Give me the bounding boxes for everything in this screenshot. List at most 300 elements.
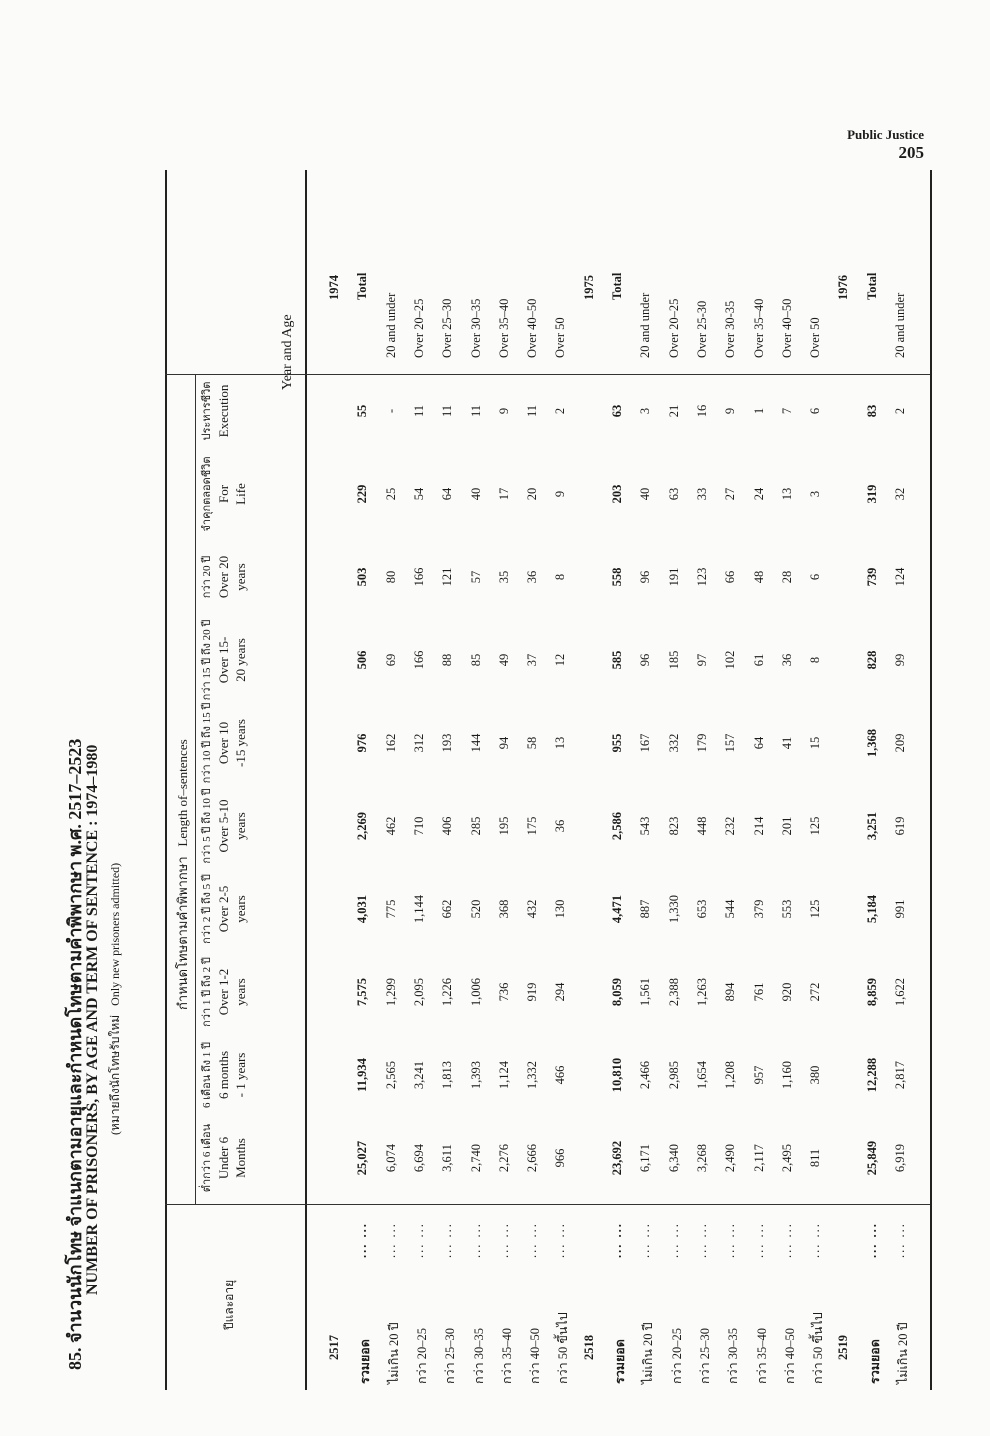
table-cell: 35 — [496, 570, 511, 584]
table-cell: 214 — [751, 816, 766, 836]
top-rule — [165, 170, 167, 1390]
table-cell: 185 — [666, 650, 681, 670]
leader-dots: ... ... — [751, 1222, 766, 1258]
table-cell: 11 — [525, 404, 540, 418]
table-cell: 272 — [808, 982, 823, 1002]
column-header — [200, 948, 250, 1036]
row-label-thai: กว่า 35–40 — [754, 1328, 769, 1384]
column-header-th: กว่า 5 ปี ถึง 10 ปี — [201, 788, 213, 864]
row-label-english: Total — [864, 272, 879, 300]
table-cell: 2,388 — [666, 977, 681, 1007]
table-row — [690, 170, 715, 1390]
table-cell: 166 — [411, 567, 426, 587]
table-cell: 2 — [553, 407, 568, 415]
page-number: 205 — [898, 142, 924, 162]
table-cell: 9 — [723, 407, 738, 415]
table-cell: 99 — [893, 653, 907, 667]
row-label-thai: รวมยอด — [867, 1339, 882, 1384]
table-cell: 6,171 — [638, 1143, 653, 1173]
table-cell: 823 — [666, 816, 681, 836]
table-cell: 162 — [383, 733, 398, 753]
table-cell: 66 — [723, 570, 738, 584]
table-cell: 1,330 — [666, 894, 681, 924]
table-cell: 11 — [468, 404, 483, 418]
leader-dots: ... ... — [779, 1222, 794, 1258]
table-cell: 191 — [666, 567, 681, 587]
total-row — [350, 170, 375, 1390]
table-cell: 10,810 — [610, 1057, 624, 1093]
table-cell: 69 — [383, 653, 398, 667]
table-row — [520, 170, 545, 1390]
table-cell: 6,919 — [893, 1143, 907, 1173]
table-cell: 96 — [638, 570, 653, 584]
table-cell: 201 — [779, 816, 794, 836]
row-label-english: Over 50 — [553, 317, 568, 358]
table-cell: 1,813 — [440, 1060, 455, 1090]
table-cell: 2,985 — [666, 1060, 681, 1090]
table-cell: 28 — [779, 570, 794, 584]
column-header-en2: -15 years — [233, 719, 249, 768]
table-cell: 8,859 — [864, 977, 879, 1007]
column-header-en2: years — [233, 563, 249, 591]
table-cell: 3,611 — [440, 1144, 455, 1172]
table-cell: 229 — [355, 484, 370, 504]
table-subtitle — [106, 863, 125, 1135]
table-cell: 94 — [496, 736, 511, 750]
row-label-thai: กว่า 30–35 — [726, 1328, 741, 1384]
table-cell: 58 — [525, 736, 540, 750]
table-cell: 2,495 — [779, 1143, 794, 1173]
table-cell: 4,031 — [355, 894, 370, 924]
table-cell: 23,692 — [610, 1140, 624, 1176]
table-cell: 21 — [666, 404, 681, 418]
table-cell: 2,117 — [751, 1144, 766, 1172]
row-header-thai: ปีและอายุ — [222, 1279, 236, 1330]
table-cell: 40 — [468, 487, 483, 501]
table-cell: 9 — [496, 407, 511, 415]
table-cell: 125 — [808, 899, 823, 919]
leader-dots: ... ... — [440, 1222, 455, 1258]
table-row — [464, 170, 489, 1390]
leader-dots: ... ... — [723, 1222, 738, 1258]
column-header-en2: years — [233, 812, 249, 840]
table-cell: 33 — [694, 487, 709, 501]
table-cell: 955 — [610, 733, 624, 753]
table-row — [888, 170, 913, 1390]
table-cell: 6,694 — [411, 1143, 426, 1173]
row-label-thai: กว่า 30–35 — [471, 1328, 486, 1384]
table-cell: 2,817 — [893, 1060, 907, 1090]
table-cell: 209 — [893, 733, 907, 753]
table-cell: 1,654 — [694, 1060, 709, 1090]
group-header-rule — [195, 375, 196, 1205]
table-cell: 3 — [808, 490, 823, 498]
leader-dots: ... ... — [553, 1222, 568, 1258]
table-cell: 1,263 — [694, 977, 709, 1007]
row-label-thai: กว่า 25–30 — [697, 1328, 712, 1384]
row-label-thai: กว่า 50 ขึ้นไป — [811, 1312, 826, 1384]
table-cell: 553 — [779, 899, 794, 919]
column-header — [200, 782, 250, 870]
table-cell: 462 — [383, 816, 398, 836]
table-cell: 17 — [496, 487, 511, 501]
table-cell: 13 — [779, 487, 794, 501]
table-cell: 83 — [864, 404, 879, 418]
table-cell: 828 — [864, 650, 879, 670]
table-cell: 432 — [525, 899, 540, 919]
column-header-en1: Over 2-5 — [215, 885, 231, 933]
row-label-thai: ไม่เกิน 20 ปี — [641, 1322, 656, 1384]
table-cell: 3 — [638, 407, 653, 415]
table-cell: 41 — [779, 736, 794, 750]
table-cell: 1,208 — [723, 1060, 738, 1090]
table-cell: 957 — [751, 1065, 766, 1085]
column-header — [200, 1114, 250, 1202]
table-cell: 64 — [440, 487, 455, 501]
row-label-english: Over 25–30 — [440, 298, 455, 358]
column-header-en1: Over 15- — [215, 636, 231, 684]
leader-dots: ... ... — [468, 1222, 483, 1258]
table-cell: 1 — [751, 407, 766, 415]
table-cell: 1,226 — [440, 977, 455, 1007]
group-header-thai: กำหนดโทษตามคำพิพากษา — [175, 856, 190, 1010]
table-cell: 894 — [723, 982, 738, 1002]
row-label-thai: กว่า 35–40 — [499, 1328, 514, 1384]
table-cell: 12,288 — [864, 1057, 879, 1093]
table-cell: 20 — [525, 487, 540, 501]
table-cell: 1,006 — [468, 977, 483, 1007]
table-cell: 3,241 — [411, 1060, 426, 1090]
column-header-en2: years — [233, 978, 249, 1006]
row-label-thai: กว่า 25–30 — [443, 1328, 458, 1384]
table-cell: 80 — [383, 570, 398, 584]
row-label-english: Over 40–50 — [525, 298, 540, 358]
table-cell: 710 — [411, 816, 426, 836]
table-cell: 966 — [553, 1148, 568, 1168]
year-row — [831, 170, 856, 1390]
table-cell: 506 — [355, 650, 370, 670]
table-cell: 144 — [468, 733, 483, 753]
table-cell: 619 — [893, 816, 907, 836]
row-label-english: Over 40–50 — [779, 298, 794, 358]
row-label-english: Over 35–40 — [496, 298, 511, 358]
table-cell: 11 — [440, 404, 455, 418]
table-cell: 7,575 — [355, 977, 370, 1007]
table-cell: 543 — [638, 816, 653, 836]
table-cell: 4,471 — [610, 894, 624, 924]
row-label-english: 1975 — [581, 275, 596, 300]
table-cell: 368 — [496, 899, 511, 919]
row-label-english: 20 and under — [638, 292, 653, 358]
column-header-en2: years — [233, 895, 249, 923]
table-cell: 3,268 — [694, 1143, 709, 1173]
table-cell: 2,095 — [411, 977, 426, 1007]
table-cell: 503 — [355, 567, 370, 587]
table-cell: 63 — [666, 487, 681, 501]
table-cell: 1,622 — [893, 977, 907, 1007]
row-label-thai: 2519 — [836, 1335, 851, 1360]
table-cell: 7 — [779, 407, 794, 415]
table-cell: 37 — [525, 653, 540, 667]
leader-dots: ... ... — [411, 1222, 426, 1258]
table-cell: 332 — [666, 733, 681, 753]
table-cell: 88 — [440, 653, 455, 667]
table-cell: 312 — [411, 733, 426, 753]
column-header — [200, 533, 250, 621]
table-cell: 1,299 — [383, 977, 398, 1007]
row-label-thai: กว่า 50 ขึ้นไป — [556, 1312, 571, 1384]
table-cell: 2,666 — [525, 1143, 540, 1173]
table-cell: 124 — [893, 567, 907, 587]
column-header-th: ต่ำกว่า 6 เดือน — [201, 1123, 213, 1193]
column-header-en2: Months — [233, 1138, 249, 1178]
table-cell: 2,269 — [355, 811, 370, 841]
table-cell: - — [383, 408, 398, 414]
table-cell: 40 — [638, 487, 653, 501]
table-row — [407, 170, 432, 1390]
table-cell: 887 — [638, 899, 653, 919]
year-row — [322, 170, 347, 1390]
leader-dots: ... ... — [610, 1222, 624, 1258]
table-cell: 9 — [553, 490, 568, 498]
table-cell: 123 — [694, 567, 709, 587]
column-header — [200, 1031, 250, 1119]
table-cell: 54 — [411, 487, 426, 501]
table-cell: 736 — [496, 982, 511, 1002]
column-header-en1: Over 1-2 — [215, 968, 231, 1016]
table-cell: 61 — [751, 653, 766, 667]
section-name: Public Justice — [847, 127, 924, 142]
leader-dots: ... ... — [638, 1222, 653, 1258]
table-cell: 662 — [440, 899, 455, 919]
table-cell: 96 — [638, 653, 653, 667]
table-cell: 15 — [808, 736, 823, 750]
table-cell: 11,934 — [355, 1058, 370, 1092]
table-cell: 25 — [383, 487, 398, 501]
column-header-en1: Under 6 — [215, 1136, 231, 1180]
column-header-en2: Life — [233, 483, 249, 505]
column-header-en1: Over 5-10 — [215, 799, 231, 853]
table-cell: 166 — [411, 650, 426, 670]
table-cell: 653 — [694, 899, 709, 919]
table-cell: 1,368 — [864, 728, 879, 758]
row-label-english: Over 20–25 — [666, 298, 681, 358]
row-label-thai: กว่า 40–50 — [528, 1328, 543, 1384]
table-cell: 97 — [694, 653, 709, 667]
table-cell: 157 — [723, 733, 738, 753]
table-cell: 85 — [468, 653, 483, 667]
table-cell: 64 — [751, 736, 766, 750]
table-cell: 8 — [553, 573, 568, 581]
table-cell: 36 — [553, 819, 568, 833]
table-cell: 2,490 — [723, 1143, 738, 1173]
leader-dots: ... ... — [694, 1222, 709, 1258]
total-row — [605, 170, 630, 1390]
subtitle-thai: (หมายถึงนักโทษรับใหม่ — [108, 1014, 122, 1135]
table-cell: 8,059 — [610, 977, 624, 1007]
table-cell: 6,340 — [666, 1143, 681, 1173]
table-cell: 55 — [355, 404, 370, 418]
table-cell: 2,586 — [610, 811, 624, 841]
table-row — [662, 170, 687, 1390]
row-label-english: Total — [355, 272, 370, 300]
table-cell: 24 — [751, 487, 766, 501]
table-cell: 13 — [553, 736, 568, 750]
table-cell: 232 — [723, 816, 738, 836]
table-row — [633, 170, 658, 1390]
row-label-thai: ไม่เกิน 20 ปี — [896, 1322, 910, 1384]
leader-dots: ... ... — [383, 1222, 398, 1258]
table-title-thai: 85. จำนวนนักโทษ จำแนกตามอายุและกำหนดโทษตามคำพิพากษา พ.ศ. 2517–2523 — [65, 738, 85, 1370]
table-cell: 6 — [808, 573, 823, 581]
table-cell: 32 — [893, 487, 907, 501]
table-cell: 585 — [610, 650, 624, 670]
table-cell: 919 — [525, 982, 540, 1002]
column-header-th: กว่า 15 ปี ถึง 20 ปี — [201, 619, 213, 701]
column-header-en1: Execution — [215, 384, 231, 438]
table-title-english: NUMBER OF PRISONERS, BY AGE AND TERM OF SENTENCE : 1974–1980 — [84, 744, 101, 1295]
table-row — [492, 170, 517, 1390]
table-cell: 379 — [751, 899, 766, 919]
table-cell: 167 — [638, 733, 653, 753]
row-label-english: 1974 — [327, 275, 341, 300]
table-cell: 8 — [808, 656, 823, 664]
leader-dots: ... ... — [808, 1222, 823, 1258]
table-cell: 36 — [525, 570, 540, 584]
table-cell: 16 — [694, 404, 709, 418]
column-header — [200, 450, 250, 538]
table-cell: 1,124 — [496, 1060, 511, 1090]
table-cell: 12 — [553, 653, 568, 667]
table-cell: 466 — [553, 1065, 568, 1085]
table-cell: 920 — [779, 982, 794, 1002]
table-cell: 380 — [808, 1065, 823, 1085]
table-cell: 991 — [893, 899, 907, 919]
table-cell: 294 — [553, 982, 568, 1002]
table-cell: 63 — [610, 404, 624, 418]
table-cell: 285 — [468, 816, 483, 836]
table-cell: 121 — [440, 567, 455, 587]
column-header — [200, 699, 250, 787]
row-label-english: Total — [610, 272, 624, 300]
column-header-th: กว่า 20 ปี — [201, 555, 213, 599]
row-label-english: Over 30–35 — [468, 298, 483, 358]
column-header-en1: 6 months — [215, 1050, 231, 1100]
row-label-english: Over 30-35 — [723, 300, 738, 358]
row-label-english: Over 20–25 — [411, 298, 426, 358]
table-cell: 520 — [468, 899, 483, 919]
subtitle-english: Only new prisoners admitted) — [108, 862, 122, 1006]
row-label-thai: 2518 — [581, 1335, 596, 1360]
table-cell: 36 — [779, 653, 794, 667]
table-cell: 1,332 — [525, 1060, 540, 1090]
table-cell: 49 — [496, 653, 511, 667]
page-header — [847, 128, 924, 162]
table-row — [718, 170, 743, 1390]
table-cell: 48 — [751, 570, 766, 584]
table-row — [747, 170, 772, 1390]
table-cell: 102 — [723, 650, 738, 670]
column-header-en1: Over 20 — [215, 555, 231, 599]
table-cell: 175 — [525, 816, 540, 836]
column-header — [200, 616, 250, 704]
column-header — [200, 865, 250, 953]
table-cell: 125 — [808, 816, 823, 836]
table-cell: 2,740 — [468, 1143, 483, 1173]
table-cell: 203 — [610, 484, 624, 504]
table-row — [803, 170, 828, 1390]
year-row — [577, 170, 602, 1390]
table-cell: 775 — [383, 899, 398, 919]
table-cell: 179 — [694, 733, 709, 753]
table-cell: 1,393 — [468, 1060, 483, 1090]
column-header-th: จำคุกตลอดชีวิต — [201, 456, 213, 532]
table-cell: 739 — [864, 567, 879, 587]
table-cell: 195 — [496, 816, 511, 836]
row-header-english: Year and Age — [280, 314, 295, 390]
row-label-thai: 2517 — [327, 1335, 341, 1360]
row-label-thai: กว่า 40–50 — [782, 1328, 797, 1384]
column-header-th: กว่า 1 ปี ถึง 2 ปี — [201, 957, 213, 1027]
table-cell: 27 — [723, 487, 738, 501]
table-cell: 761 — [751, 982, 766, 1002]
leader-dots: ... ... — [666, 1222, 681, 1258]
column-header-th: กว่า 10 ปี ถึง 15 ปี — [201, 702, 213, 784]
table-cell: 5,184 — [864, 894, 879, 924]
rotated-table-page — [60, 170, 940, 1390]
leader-dots: ... ... — [864, 1222, 879, 1258]
table-cell: 448 — [694, 816, 709, 836]
leader-dots: ... ... — [525, 1222, 540, 1258]
table-cell: 130 — [553, 899, 568, 919]
table-cell: 2,565 — [383, 1060, 398, 1090]
table-cell: 6 — [808, 407, 823, 415]
bottom-rule — [930, 170, 932, 1390]
row-label-english: Over 50 — [808, 317, 823, 358]
table-cell: 2 — [893, 407, 907, 415]
table-cell: 6,074 — [383, 1143, 398, 1173]
row-label-thai: กว่า 20–25 — [414, 1328, 429, 1384]
table-cell: 25,849 — [864, 1140, 879, 1176]
table-cell: 57 — [468, 570, 483, 584]
column-header — [200, 367, 232, 455]
table-cell: 3,251 — [864, 811, 879, 841]
table-cell: 1,144 — [411, 894, 426, 924]
row-label-english: Over 25-30 — [694, 300, 709, 358]
row-label-english: 20 and under — [383, 292, 398, 358]
row-label-thai: รวมยอด — [358, 1339, 373, 1384]
table-cell: 976 — [355, 733, 370, 753]
table-row — [435, 170, 460, 1390]
table-row — [548, 170, 573, 1390]
table-cell: 2,276 — [496, 1143, 511, 1173]
column-header-en1: Over 10 — [215, 721, 231, 765]
table-row — [379, 170, 404, 1390]
table-cell: 319 — [864, 484, 879, 504]
column-header-en2: - 1 years — [233, 1052, 249, 1098]
table-cell: 544 — [723, 899, 738, 919]
table-cell: 25,027 — [355, 1140, 370, 1176]
column-header-en1: For — [215, 484, 231, 504]
table-cell: 193 — [440, 733, 455, 753]
table-cell: 1,561 — [638, 977, 653, 1007]
row-label-thai: กว่า 20–25 — [669, 1328, 684, 1384]
row-label-english: 20 and under — [893, 292, 907, 358]
row-label-thai: รวมยอด — [613, 1339, 627, 1384]
table-cell: 11 — [411, 404, 426, 418]
leader-dots: ... ... — [355, 1222, 370, 1258]
group-header — [172, 739, 193, 1010]
